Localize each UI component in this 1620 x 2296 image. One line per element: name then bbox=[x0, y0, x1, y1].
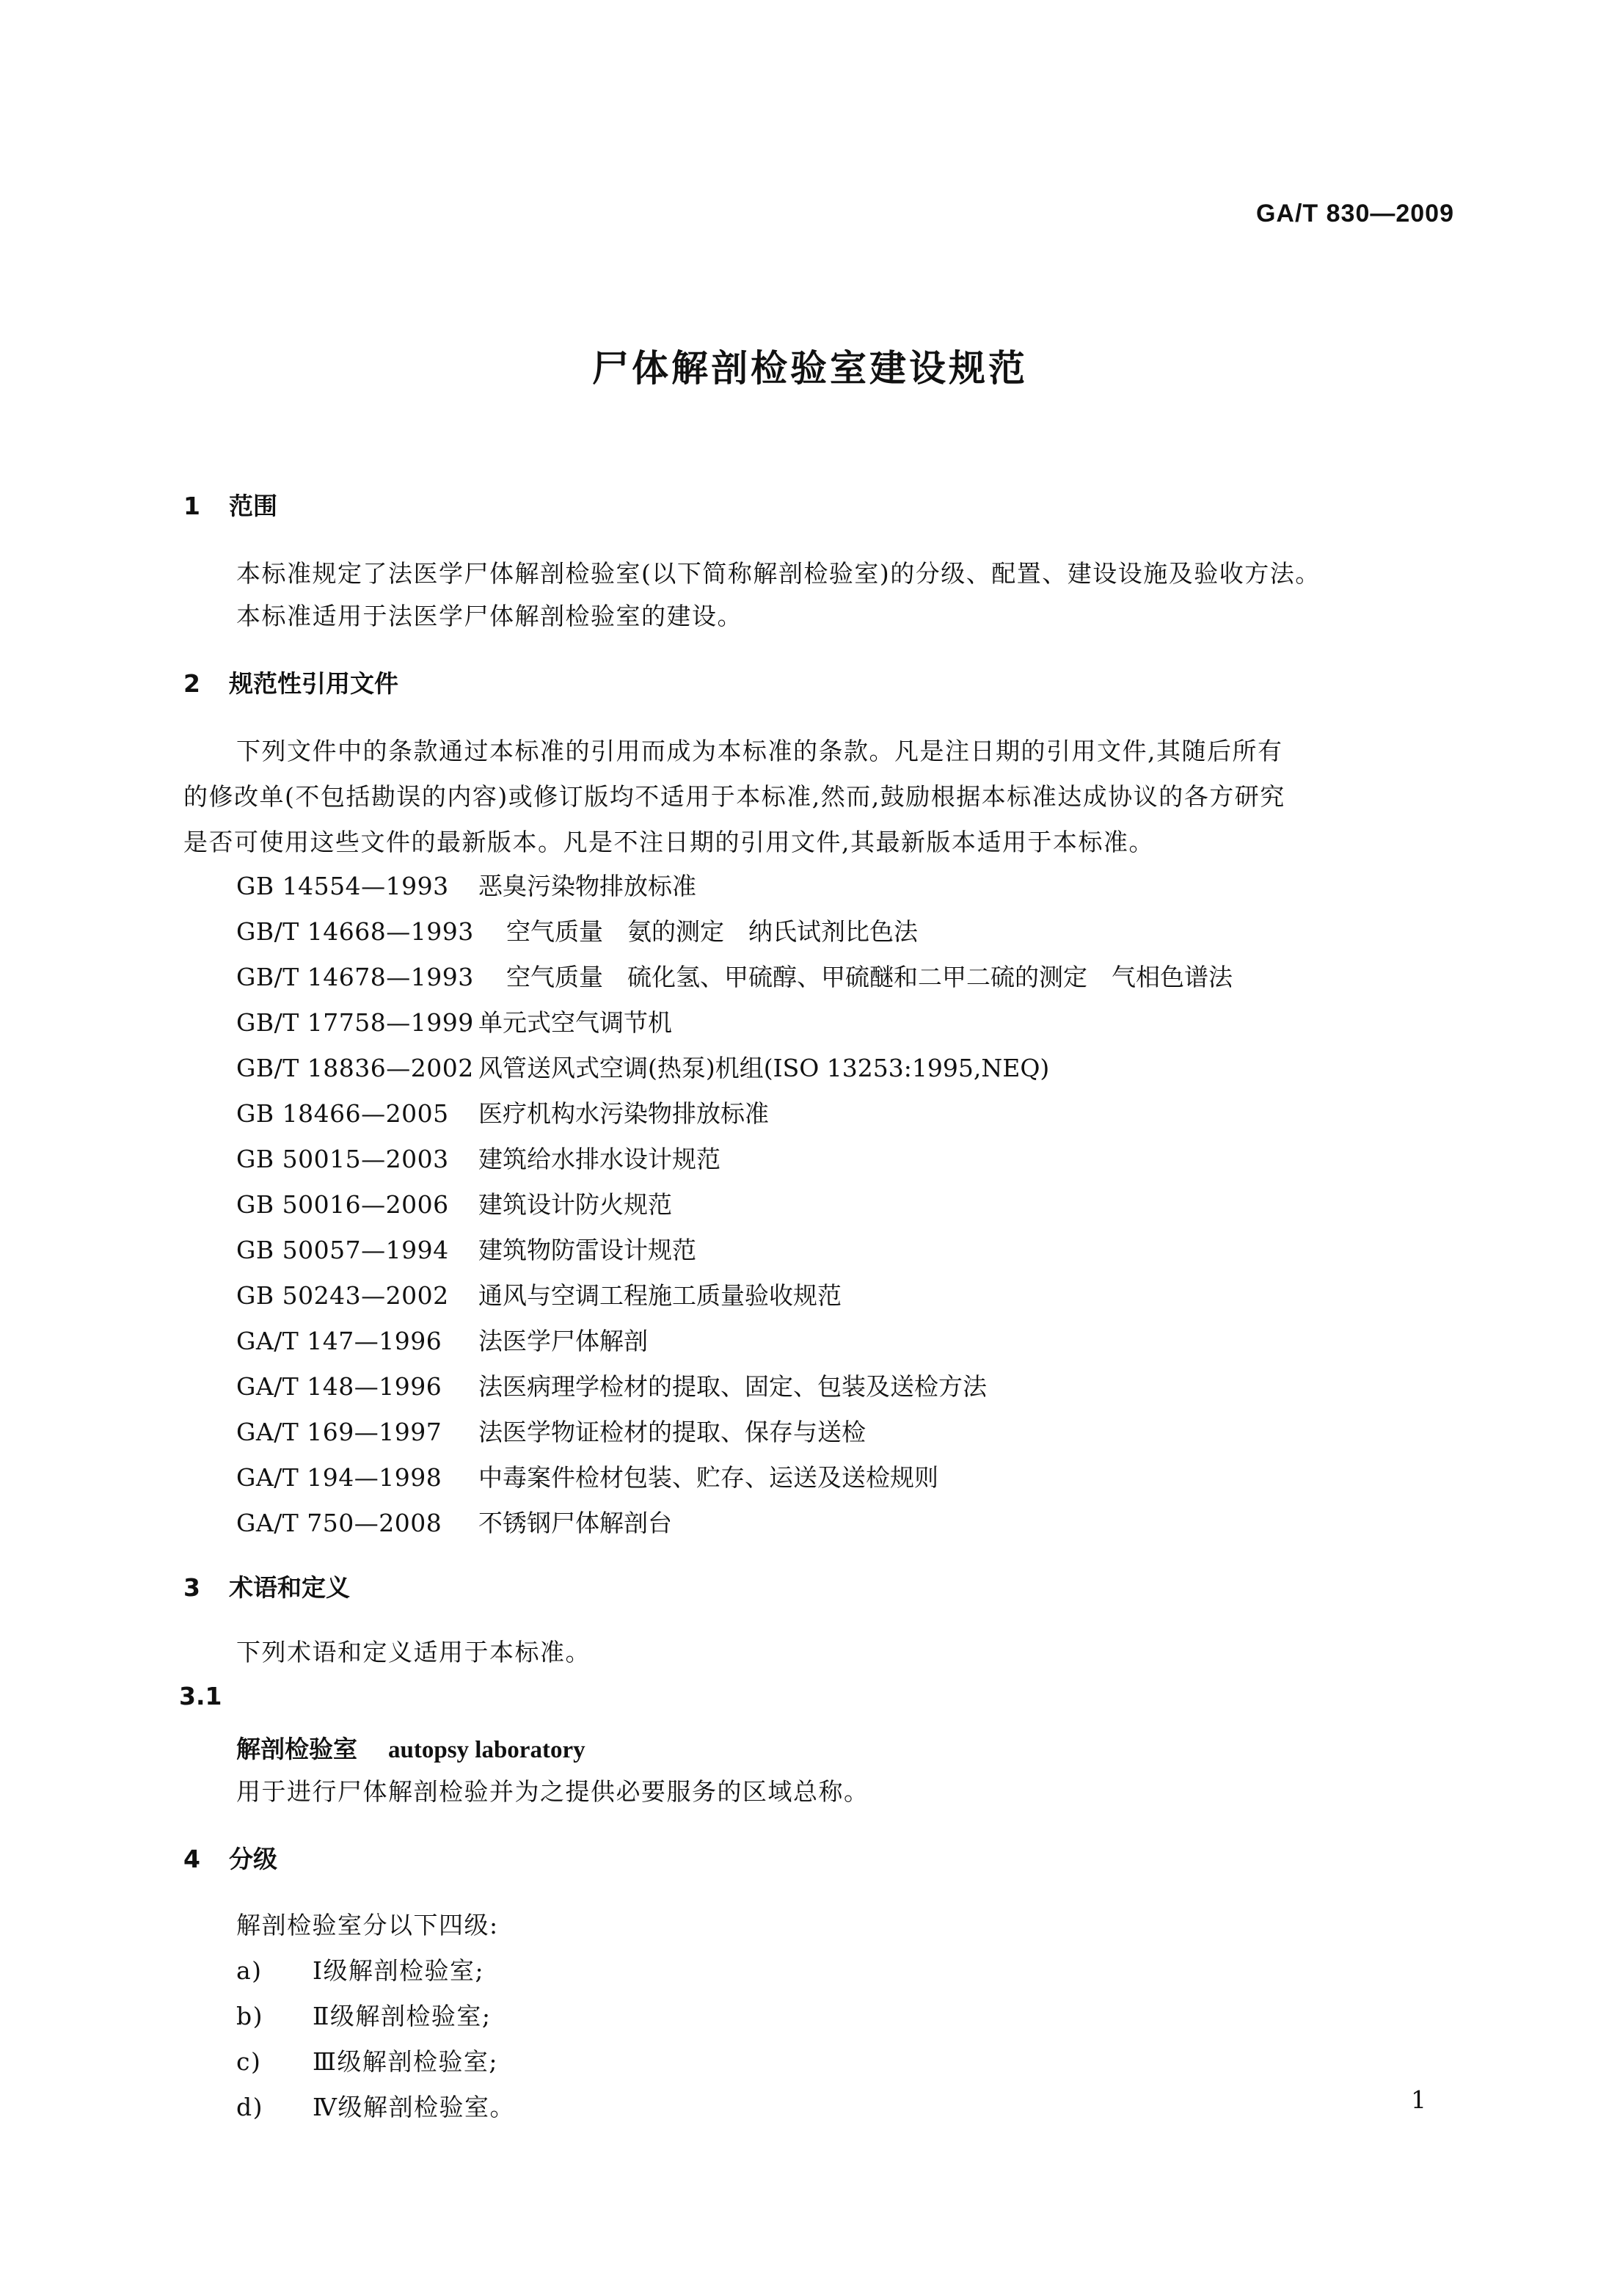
section-title: 术语和定义 bbox=[229, 1573, 350, 1602]
page-number: 1 bbox=[1411, 2085, 1426, 2114]
document-title: 尸体解剖检验室建设规范 bbox=[592, 347, 1028, 390]
reference-item bbox=[236, 867, 696, 902]
term-entry-number: 3.1 bbox=[179, 1682, 222, 1710]
reference-code: GA/T 148—1996 bbox=[236, 1372, 442, 1401]
reference-item bbox=[236, 913, 918, 947]
section-title: 分级 bbox=[229, 1845, 277, 1873]
reference-title: 建筑物防雷设计规范 bbox=[478, 1236, 696, 1264]
reference-code: GB 50015—2003 bbox=[236, 1145, 449, 1173]
reference-item bbox=[236, 1277, 842, 1311]
reference-item bbox=[236, 958, 1233, 993]
section-heading-terms bbox=[183, 1569, 350, 1603]
scope-paragraph-2: 本标准适用于法医学尸体解剖检验室的建设。 bbox=[236, 602, 742, 630]
reference-item bbox=[236, 1095, 769, 1129]
section-number: 1 bbox=[183, 492, 200, 520]
term-english: autopsy laboratory bbox=[388, 1737, 585, 1763]
section-heading-normative-refs bbox=[183, 665, 398, 699]
term-chinese: 解剖检验室 bbox=[236, 1735, 357, 1763]
reference-title: 风管送风式空调(热泵)机组(ISO 13253:1995,NEQ) bbox=[478, 1054, 1050, 1082]
reference-code: GA/T 194—1998 bbox=[236, 1463, 442, 1492]
reference-title: 建筑给水排水设计规范 bbox=[478, 1145, 720, 1173]
reference-title: 恶臭污染物排放标准 bbox=[478, 872, 696, 900]
section-number: 4 bbox=[183, 1845, 200, 1873]
list-label: b) bbox=[236, 2002, 263, 2030]
reference-title: 建筑设计防火规范 bbox=[478, 1190, 672, 1219]
reference-code: GB/T 14668—1993 bbox=[236, 917, 474, 946]
refs-intro-line-3: 是否可使用这些文件的最新版本。凡是不注日期的引用文件,其最新版本适用于本标准。 bbox=[183, 828, 1154, 856]
list-item bbox=[236, 1952, 484, 1986]
list-label: d) bbox=[236, 2093, 263, 2121]
list-text: Ⅰ级解剖检验室; bbox=[313, 1956, 485, 1985]
reference-item bbox=[236, 1459, 938, 1493]
reference-item bbox=[236, 1231, 696, 1266]
list-label: c) bbox=[236, 2047, 262, 2076]
standard-code: GA/T 830—2009 bbox=[1255, 200, 1454, 227]
list-text: Ⅳ级解剖检验室。 bbox=[313, 2093, 515, 2121]
reference-code: GB 18466—2005 bbox=[236, 1099, 449, 1128]
reference-item bbox=[236, 1368, 987, 1402]
terms-intro: 下列术语和定义适用于本标准。 bbox=[236, 1638, 591, 1666]
term-heading bbox=[236, 1730, 585, 1765]
term-definition: 用于进行尸体解剖检验并为之提供必要服务的区域总称。 bbox=[236, 1777, 869, 1806]
reference-code: GB/T 17758—1999 bbox=[236, 1008, 474, 1037]
reference-code: GA/T 147—1996 bbox=[236, 1327, 442, 1355]
reference-item bbox=[236, 1004, 672, 1038]
scope-paragraph-1: 本标准规定了法医学尸体解剖检验室(以下简称解剖检验室)的分级、配置、建设设施及验收方法。 bbox=[236, 559, 1321, 588]
reference-code: GB 14554—1993 bbox=[236, 872, 449, 900]
reference-title: 法医学尸体解剖 bbox=[478, 1327, 648, 1355]
reference-title: 空气质量 氨的测定 纳氏试剂比色法 bbox=[506, 917, 918, 946]
reference-title: 法医学物证检材的提取、保存与送检 bbox=[478, 1418, 866, 1446]
reference-title: 单元式空气调节机 bbox=[478, 1008, 672, 1037]
section-heading-scope bbox=[183, 487, 277, 522]
reference-item bbox=[236, 1322, 648, 1357]
reference-title: 通风与空调工程施工质量验收规范 bbox=[478, 1281, 842, 1310]
reference-code: GB/T 14678—1993 bbox=[236, 963, 474, 991]
section-title: 范围 bbox=[229, 492, 277, 520]
reference-code: GB/T 18836—2002 bbox=[236, 1054, 474, 1082]
list-item bbox=[236, 2043, 498, 2077]
reference-code: GB 50243—2002 bbox=[236, 1281, 449, 1310]
section-title: 规范性引用文件 bbox=[229, 669, 398, 698]
reference-code: GA/T 169—1997 bbox=[236, 1418, 442, 1446]
reference-title: 空气质量 硫化氢、甲硫醇、甲硫醚和二甲二硫的测定 气相色谱法 bbox=[506, 963, 1233, 991]
reference-code: GA/T 750—2008 bbox=[236, 1509, 442, 1537]
reference-code: GB 50016—2006 bbox=[236, 1190, 449, 1219]
reference-title: 医疗机构水污染物排放标准 bbox=[478, 1099, 769, 1128]
reference-code: GB 50057—1994 bbox=[236, 1236, 449, 1264]
reference-item bbox=[236, 1140, 720, 1175]
reference-item bbox=[236, 1049, 1049, 1084]
reference-title: 中毒案件检材包装、贮存、运送及送检规则 bbox=[478, 1463, 938, 1492]
list-item bbox=[236, 1997, 492, 2032]
grading-intro: 解剖检验室分以下四级: bbox=[236, 1911, 499, 1939]
reference-title: 不锈钢尸体解剖台 bbox=[478, 1509, 672, 1537]
reference-item bbox=[236, 1504, 672, 1539]
list-text: Ⅱ级解剖检验室; bbox=[313, 2002, 492, 2030]
refs-intro-line-1: 下列文件中的条款通过本标准的引用而成为本标准的条款。凡是注日期的引用文件,其随后所有 bbox=[236, 737, 1283, 765]
list-item bbox=[236, 2088, 515, 2123]
reference-item bbox=[236, 1413, 866, 1448]
reference-item bbox=[236, 1186, 672, 1220]
list-text: Ⅲ级解剖检验室; bbox=[313, 2047, 498, 2076]
section-number: 3 bbox=[183, 1573, 200, 1602]
list-label: a) bbox=[236, 1956, 263, 1985]
refs-intro-line-2: 的修改单(不包括勘误的内容)或修订版均不适用于本标准,然而,鼓励根据本标准达成协议的各方研究 bbox=[183, 782, 1285, 811]
section-heading-grading bbox=[183, 1840, 277, 1875]
section-number: 2 bbox=[183, 669, 200, 698]
reference-title: 法医病理学检材的提取、固定、包装及送检方法 bbox=[478, 1372, 987, 1401]
